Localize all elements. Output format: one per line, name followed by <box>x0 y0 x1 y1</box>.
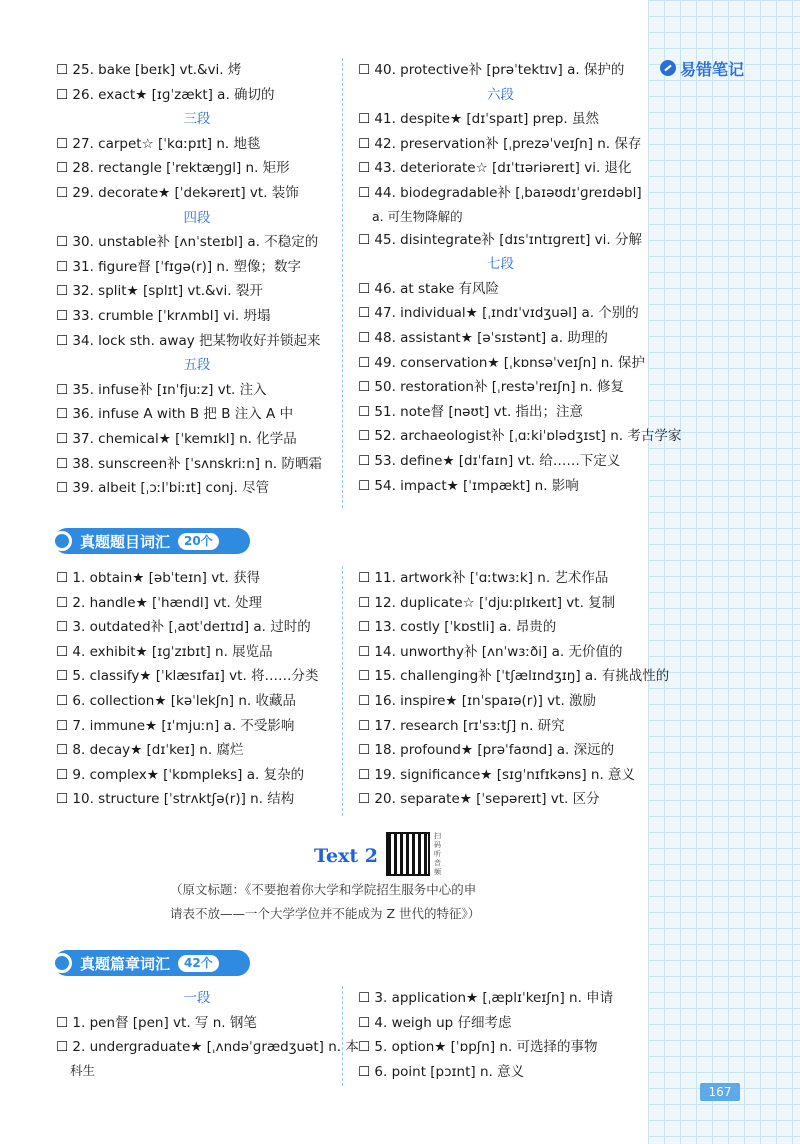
vocab-item <box>358 107 643 132</box>
vocab-item <box>56 329 338 354</box>
vocab-text: ☐ 33. crumble [ˈkrʌmbl] vi. 坍塌 <box>56 307 271 324</box>
vocab-text: ☐ 6. point [pɔɪnt] n. 意义 <box>358 1063 525 1080</box>
vocab-text: ☐ 25. bake [beɪk] vt.&vi. 烤 <box>56 62 242 78</box>
search-icon <box>52 531 72 551</box>
vocab-text: ☐ 52. archaeologist补 [ˌɑːkiˈɒlədʒɪst] n. 考古学家 <box>358 428 682 445</box>
paragraph-heading: 五段 <box>183 357 211 374</box>
brand-logo <box>660 56 744 80</box>
banner-count: 20个 <box>178 533 219 550</box>
column-divider-mid <box>342 566 343 816</box>
vocab-item <box>358 689 643 714</box>
source-title-line2: 请表不放——一个大学学位并不能成为 Z 世代的特征》） <box>170 906 481 921</box>
vocab-item <box>56 476 338 501</box>
search-icon <box>52 953 72 973</box>
page-number: 167 <box>700 1083 740 1101</box>
text2-heading: Text 2 <box>314 845 378 867</box>
vocab-item <box>56 83 338 108</box>
vocab-item <box>358 156 643 181</box>
vocab-text: ☐ 47. individual★ [ˌɪndɪˈvɪdʒuəl] a. 个别的 <box>358 305 639 322</box>
vocab-item <box>56 452 338 477</box>
vocab-item <box>358 738 643 763</box>
vocab-item <box>358 1060 643 1085</box>
vocab-item <box>56 714 338 739</box>
vocab-text: ☐ 15. challenging补 [ˈtʃælɪndʒɪŋ] a. 有挑战性的 <box>358 668 670 685</box>
vocab-text: ☐ 18. profound★ [prəˈfaʊnd] a. 深远的 <box>358 742 615 759</box>
vocab-item <box>56 304 338 329</box>
vocab-text: ☐ 12. duplicate☆ [ˈdjuːplɪkeɪt] vt. 复制 <box>358 594 616 611</box>
source-title-line1: （原文标题：《不要抱着你大学和学院招生服务中心的申 <box>170 882 477 897</box>
section-banner-passage-vocab <box>54 950 250 976</box>
vocab-item <box>56 132 338 157</box>
vocab-text: ☐ 32. split★ [splɪt] vt.&vi. 裂开 <box>56 283 263 300</box>
vocab-text: ☐ 6. collection★ [kəˈlekʃn] n. 收藏品 <box>56 692 296 709</box>
vocab-item <box>358 474 643 499</box>
grid-margin <box>648 0 800 1144</box>
vocab-text: ☐ 45. disintegrate补 [dɪsˈɪntɪɡreɪt] vi. 分解 <box>358 231 642 248</box>
pen-icon <box>660 60 676 76</box>
vocab-item <box>56 230 338 255</box>
vocab-item <box>56 738 338 763</box>
vocab-text: ☐ 14. unworthy补 [ʌnˈwɜːði] a. 无价值的 <box>358 643 623 660</box>
vocab-column-top-left <box>56 58 338 501</box>
vocab-item <box>358 351 643 376</box>
vocab-text: ☐ 11. artwork补 [ˈɑːtwɜːk] n. 艺术作品 <box>358 570 609 586</box>
vocab-item <box>56 591 338 616</box>
vocab-text: ☐ 3. application★ [ˌæplɪˈkeɪʃn] n. 申请 <box>358 990 614 1006</box>
vocab-item <box>56 787 338 812</box>
paragraph-heading: 一段 <box>183 990 211 1006</box>
vocab-text: ☐ 42. preservation补 [ˌprezəˈveɪʃn] n. 保存 <box>358 135 642 152</box>
vocab-text: ☐ 4. exhibit★ [ɪɡˈzɪbɪt] n. 展览品 <box>56 643 273 660</box>
vocab-text: ☐ 4. weigh up 仔细考虑 <box>358 1014 512 1031</box>
paragraph-heading: 三段 <box>183 111 211 128</box>
vocab-item <box>358 228 643 253</box>
vocab-item <box>358 58 643 83</box>
vocab-text: ☐ 28. rectangle [ˈrektæŋɡl] n. 矩形 <box>56 160 290 177</box>
vocab-text: ☐ 16. inspire★ [ɪnˈspaɪə(r)] vt. 激励 <box>358 692 597 709</box>
vocab-item <box>358 181 643 206</box>
vocab-item <box>56 156 338 181</box>
vocab-item <box>56 279 338 304</box>
vocab-text: ☐ 2. handle★ [ˈhændl] vt. 处理 <box>56 594 263 611</box>
vocab-item <box>358 400 643 425</box>
vocab-item <box>56 1035 359 1060</box>
vocab-text: ☐ 50. restoration补 [ˌrestəˈreɪʃn] n. 修复 <box>358 379 625 396</box>
banner-title: 真题题目词汇 <box>80 532 171 551</box>
vocab-text: ☐ 9. complex★ [ˈkɒmpleks] a. 复杂的 <box>56 766 305 783</box>
vocab-item <box>56 615 338 640</box>
vocab-text: ☐ 39. albeit [ˌɔːlˈbiːɪt] conj. 尽管 <box>56 480 270 497</box>
vocab-item <box>358 566 643 591</box>
vocab-text-continued: 科生 <box>70 1062 96 1078</box>
vocab-text: ☐ 34. lock sth. away 把某物收好并锁起来 <box>56 332 321 349</box>
vocab-text: ☐ 5. classify★ [ˈklæsɪfaɪ] vt. 将……分类 <box>56 668 319 685</box>
vocab-column-bottom-left <box>56 986 359 1082</box>
vocab-item <box>358 1011 643 1036</box>
vocab-text: ☐ 37. chemical★ [ˈkemɪkl] n. 化学品 <box>56 430 297 447</box>
vocab-item <box>358 375 643 400</box>
vocab-item <box>358 424 682 449</box>
paragraph-heading: 六段 <box>487 86 514 103</box>
vocab-item <box>56 640 338 665</box>
vocab-item <box>358 1035 643 1060</box>
vocab-item <box>358 301 643 326</box>
vocab-text: ☐ 51. note督 [nəʊt] vt. 指出；注意 <box>358 403 584 420</box>
vocab-text: ☐ 38. sunscreen补 [ˈsʌnskriːn] n. 防晒霜 <box>56 455 322 472</box>
vocab-text: ☐ 27. carpet☆ [ˈkɑːpɪt] n. 地毯 <box>56 135 261 152</box>
vocab-text: ☐ 8. decay★ [dɪˈkeɪ] n. 腐烂 <box>56 742 244 759</box>
vocab-text: ☐ 40. protective补 [prəˈtektɪv] a. 保护的 <box>358 62 625 78</box>
vocab-text: ☐ 46. at stake 有风险 <box>358 280 500 297</box>
vocab-column-bottom-right <box>358 986 643 1084</box>
vocab-item <box>56 664 338 689</box>
vocab-item <box>358 132 643 157</box>
vocab-item <box>56 427 338 452</box>
vocab-text: ☐ 53. define★ [dɪˈfaɪn] vt. 给……下定义 <box>358 452 621 469</box>
vocab-text: ☐ 1. pen督 [pen] vt. 写 n. 钢笔 <box>56 1014 257 1031</box>
vocab-text: ☐ 35. infuse补 [ɪnˈfjuːz] vt. 注入 <box>56 381 267 398</box>
vocab-item <box>56 763 338 788</box>
paragraph-heading: 四段 <box>183 209 211 226</box>
vocab-text: ☐ 3. outdated补 [ˌaʊtˈdeɪtɪd] a. 过时的 <box>56 619 311 636</box>
vocab-column-mid-left <box>56 566 338 812</box>
vocab-text: ☐ 13. costly [ˈkɒstli] a. 昂贵的 <box>358 619 557 636</box>
vocab-item <box>358 714 643 739</box>
vocab-item <box>358 591 643 616</box>
vocab-text: ☐ 1. obtain★ [əbˈteɪn] vt. 获得 <box>56 570 261 586</box>
vocab-item <box>56 255 338 280</box>
vocab-item <box>358 664 670 689</box>
vocab-item <box>358 326 643 351</box>
vocab-item <box>358 763 643 788</box>
vocab-text: ☐ 17. research [rɪˈsɜːtʃ] n. 研究 <box>358 717 565 734</box>
vocab-text: ☐ 29. decorate★ [ˈdekəreɪt] vt. 装饰 <box>56 184 299 201</box>
vocab-item <box>56 689 338 714</box>
vocab-column-mid-right <box>358 566 670 812</box>
vocab-text: ☐ 41. despite★ [dɪˈspaɪt] prep. 虽然 <box>358 111 599 128</box>
vocab-text: ☐ 30. unstable补 [ʌnˈsteɪbl] a. 不稳定的 <box>56 234 319 251</box>
vocab-item <box>56 566 338 591</box>
qr-code[interactable] <box>386 832 430 876</box>
vocab-item <box>56 1011 338 1036</box>
vocab-text: ☐ 26. exact★ [ɪɡˈzækt] a. 确切的 <box>56 86 275 103</box>
vocab-item <box>358 449 643 474</box>
vocab-column-top-right <box>358 58 682 498</box>
vocab-text: ☐ 48. assistant★ [əˈsɪstənt] a. 助理的 <box>358 329 608 346</box>
vocab-text: ☐ 2. undergraduate★ [ˌʌndəˈɡrædʒuət] n. 本 <box>56 1039 359 1056</box>
vocab-text: ☐ 49. conservation★ [ˌkɒnsəˈveɪʃn] n. 保护 <box>358 354 645 371</box>
brand-label: 易错笔记 <box>680 59 745 79</box>
section-banner-question-vocab <box>54 528 250 554</box>
vocab-text: ☐ 20. separate★ [ˈsepəreɪt] vt. 区分 <box>358 791 600 808</box>
vocab-item <box>56 378 338 403</box>
vocab-text: ☐ 54. impact★ [ˈɪmpækt] n. 影响 <box>358 477 579 494</box>
vocab-item <box>358 787 643 812</box>
vocab-text: ☐ 43. deteriorate☆ [dɪˈtɪəriəreɪt] vi. 退化 <box>358 160 632 177</box>
vocab-text: ☐ 10. structure [ˈstrʌktʃə(r)] n. 结构 <box>56 791 295 808</box>
vocab-text: ☐ 19. significance★ [sɪɡˈnɪfɪkəns] n. 意义 <box>358 766 636 783</box>
qr-caption: 扫码听音频 <box>434 832 441 876</box>
vocab-item <box>358 640 643 665</box>
vocab-text: ☐ 5. option★ [ˈɒpʃn] n. 可选择的事物 <box>358 1039 598 1056</box>
vocab-text: ☐ 7. immune★ [ɪˈmjuːn] a. 不受影响 <box>56 717 295 734</box>
vocab-item <box>56 402 338 427</box>
vocab-item <box>358 277 643 302</box>
vocab-text: ☐ 31. figure督 [ˈfɪɡə(r)] n. 塑像；数字 <box>56 258 302 275</box>
banner-title: 真题篇章词汇 <box>80 954 171 973</box>
vocab-item <box>56 181 338 206</box>
vocab-item <box>358 615 643 640</box>
vocab-text-continued: a. 可生物降解的 <box>372 208 463 224</box>
vocab-text: ☐ 36. infuse A with B 把 B 注入 A 中 <box>56 406 294 423</box>
column-divider-top <box>342 58 343 508</box>
vocab-text: ☐ 44. biodegradable补 [ˌbaɪəʊdɪˈɡreɪdəbl] <box>358 184 642 201</box>
paragraph-heading: 七段 <box>487 256 514 273</box>
vocab-item <box>358 986 643 1011</box>
vocab-item <box>56 58 338 83</box>
banner-count: 42个 <box>178 955 219 972</box>
